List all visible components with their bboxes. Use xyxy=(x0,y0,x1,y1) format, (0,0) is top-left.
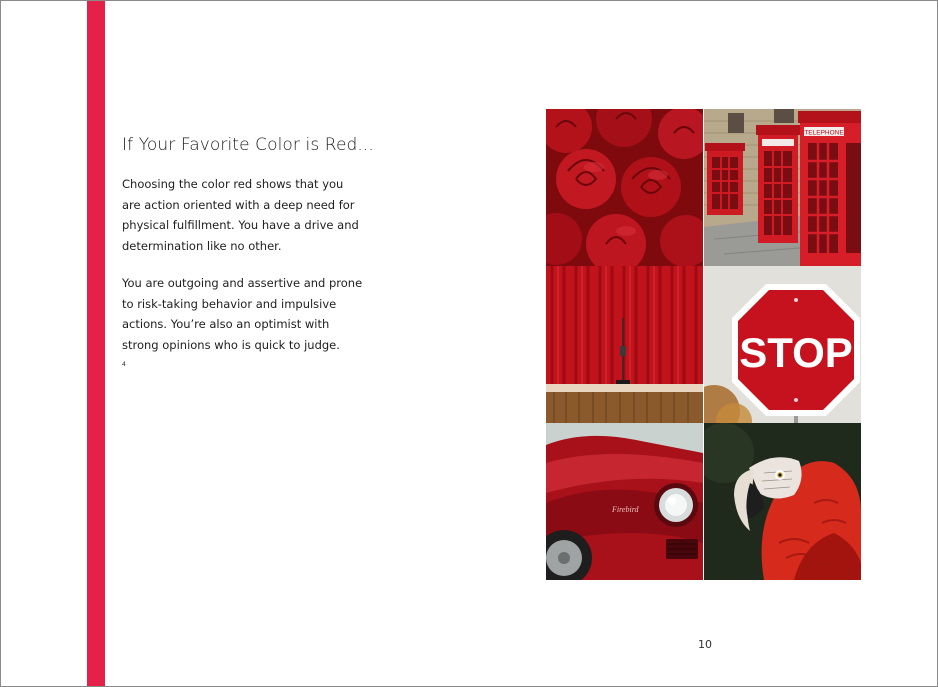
paragraph-action-oriented xyxy=(122,174,362,256)
paragraph-outgoing xyxy=(122,273,362,376)
photo-collage xyxy=(546,109,861,580)
text-line: determination like no other. xyxy=(122,238,282,253)
accent-bar xyxy=(87,1,105,686)
page-title: If Your Favorite Color is Red... xyxy=(122,135,374,155)
stage-curtain-photo xyxy=(546,266,703,423)
red-roses-photo xyxy=(546,109,703,266)
text-line: Choosing the color red shows that you xyxy=(122,177,344,191)
phone-sign-text: TELEPHONE xyxy=(804,129,844,137)
scarlet-macaw-photo xyxy=(704,423,861,580)
stop-sign-photo xyxy=(704,266,861,423)
text-line xyxy=(122,335,362,376)
footnote-marker: 4 xyxy=(122,361,126,368)
red-car-photo xyxy=(546,423,703,580)
page-number: 10 xyxy=(698,638,712,651)
text-line: You are outgoing and assertive and prone xyxy=(122,276,363,290)
car-badge-text: Firebird xyxy=(612,505,639,514)
stop-sign-text: STOP xyxy=(739,329,853,376)
text-line: actions. You’re also an optimist with xyxy=(122,317,330,331)
text-line: physical fulfillment. You have a drive and xyxy=(122,218,359,232)
text-line: to risk-taking behavior and impulsive xyxy=(122,296,337,311)
text-line: are action oriented with a deep need for xyxy=(122,197,355,212)
text-line-content: strong opinions who is quick to judge. xyxy=(122,337,340,352)
telephone-booths-photo xyxy=(704,109,861,266)
